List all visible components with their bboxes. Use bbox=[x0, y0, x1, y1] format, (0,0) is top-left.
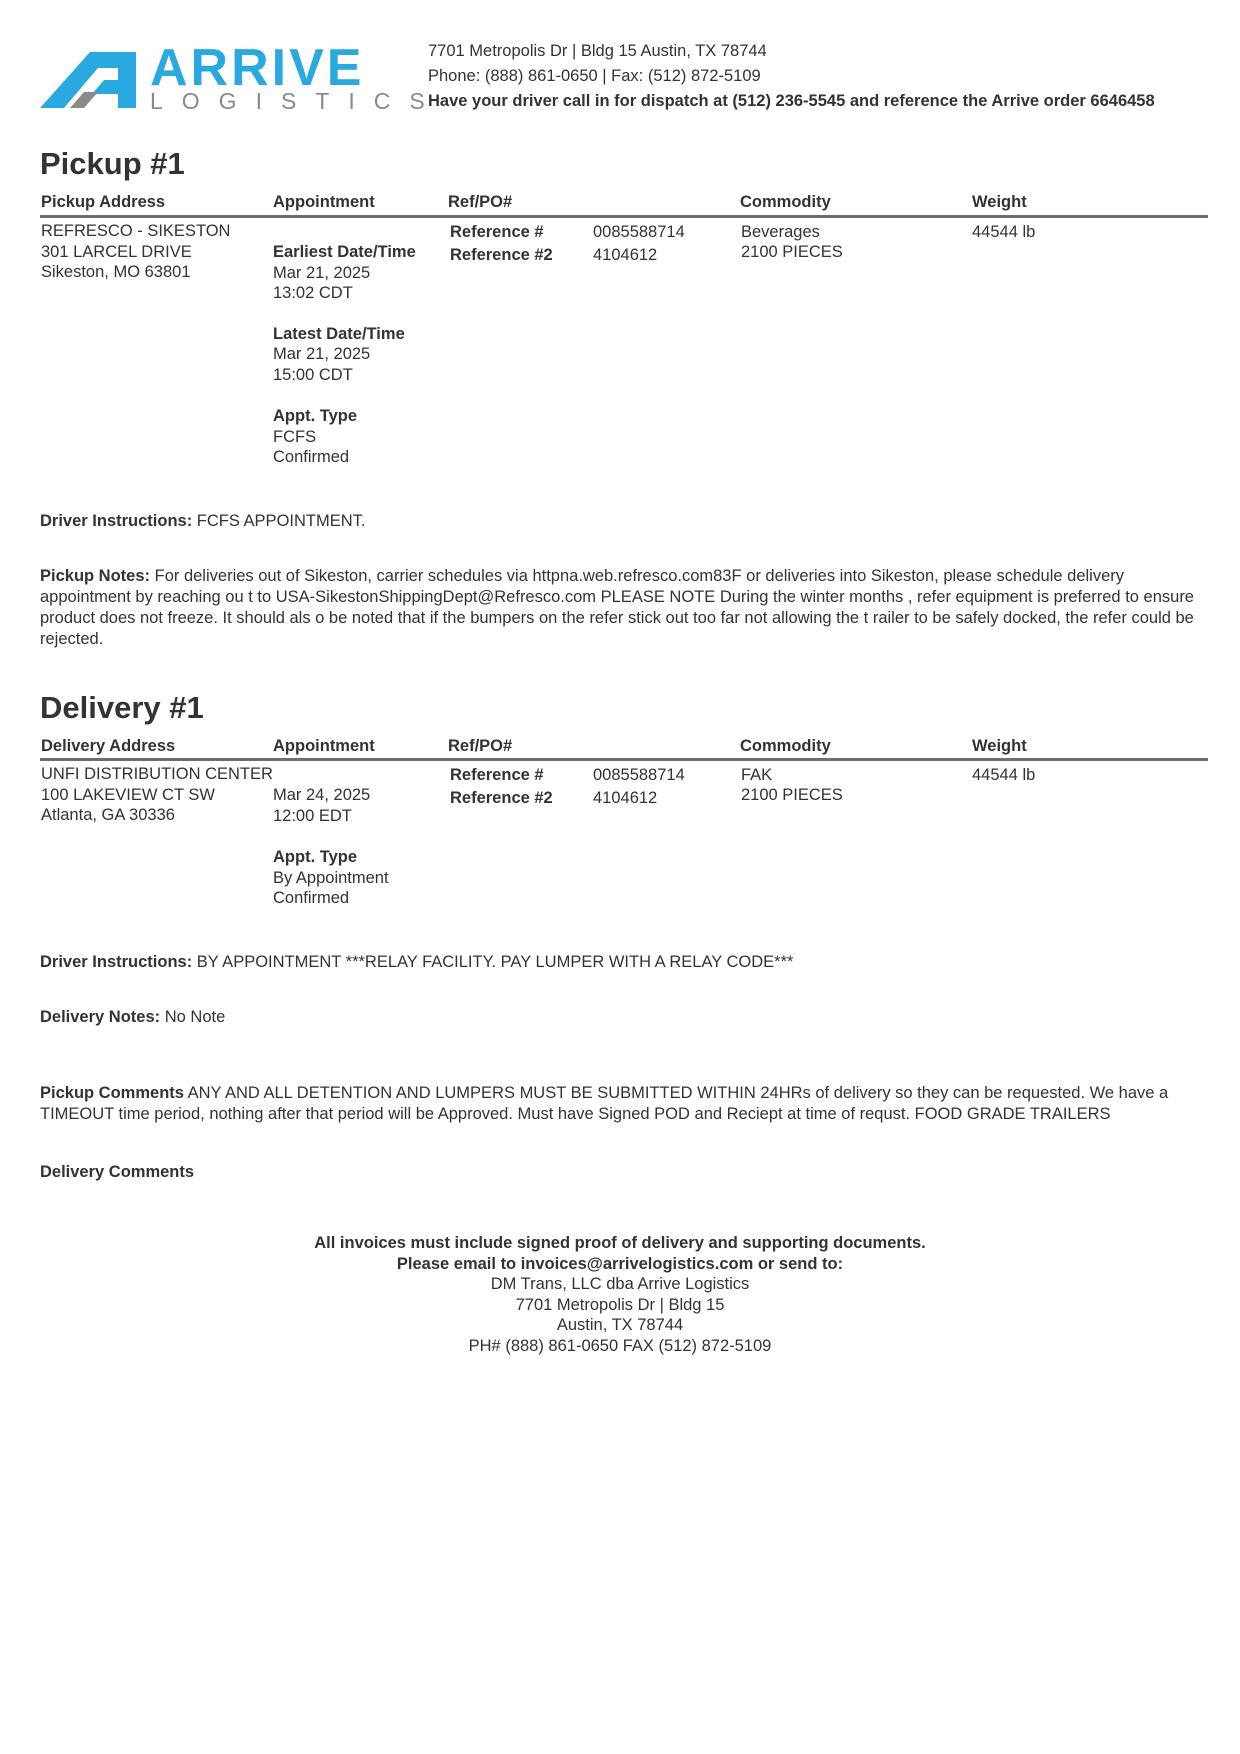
earliest-label: Earliest Date/Time bbox=[273, 243, 416, 261]
delivery-col-commodity: Commodity bbox=[740, 737, 831, 755]
driver-instructions-label: Driver Instructions: bbox=[40, 512, 193, 530]
latest-time: 15:00 CDT bbox=[273, 365, 353, 384]
footer-line: Please email to invoices@arrivelogistics.com or send to: bbox=[396, 1254, 844, 1273]
delivery-ref-label: Reference # bbox=[450, 766, 544, 784]
company-logo bbox=[40, 39, 444, 114]
driver-instructions-label: Driver Instructions: bbox=[40, 953, 193, 971]
footer-line: PH# (888) 861-0650 FAX (512) 872-5109 bbox=[468, 1336, 772, 1355]
delivery-col-appointment: Appointment bbox=[273, 737, 375, 755]
logo-word: ARRIVE bbox=[150, 39, 365, 97]
delivery-ref-label: Reference #2 bbox=[450, 789, 553, 807]
footer-line: 7701 Metropolis Dr | Bldg 15 bbox=[515, 1295, 725, 1314]
logo-subword: LOGISTICS bbox=[150, 88, 444, 114]
pickup-ref-label: Reference #2 bbox=[450, 246, 553, 264]
pickup-weight: 44544 lb bbox=[972, 223, 1036, 241]
pickup-ref-value: 4104612 bbox=[593, 246, 658, 264]
pickup-address-line: REFRESCO - SIKESTON bbox=[41, 222, 231, 240]
delivery-pieces: 2100 PIECES bbox=[741, 786, 843, 804]
delivery-weight: 44544 lb bbox=[972, 766, 1036, 784]
delivery-col-ref: Ref/PO# bbox=[448, 737, 513, 755]
latest-label: Latest Date/Time bbox=[273, 324, 405, 343]
pickup-address-line: Sikeston, MO 63801 bbox=[41, 263, 191, 281]
logo-mark-icon bbox=[40, 46, 140, 110]
delivery-col-weight: Weight bbox=[972, 737, 1027, 755]
delivery-driver-instructions bbox=[40, 952, 1210, 973]
appt-type: By Appointment bbox=[273, 868, 389, 887]
delivery-commodity: FAK bbox=[741, 766, 773, 784]
header-address: 7701 Metropolis Dr | Bldg 15 Austin, TX 78744 bbox=[428, 42, 767, 60]
delivery-col-address: Delivery Address bbox=[41, 737, 176, 755]
pickup-col-appointment: Appointment bbox=[273, 193, 375, 211]
delivery-address-line: 100 LAKEVIEW CT SW bbox=[41, 785, 215, 804]
appt-type: FCFS bbox=[273, 427, 317, 446]
pickup-notes-label: Pickup Notes: bbox=[40, 567, 151, 585]
delivery-address bbox=[41, 764, 273, 826]
delivery-notes-label: Delivery Notes: bbox=[40, 1008, 161, 1026]
appt-status: Confirmed bbox=[273, 448, 350, 466]
pickup-notes-text: For deliveries out of Sikeston, carrier schedules via httpna.web.refresco.com83F or deliveries into Sikeston, please schedule delivery appointment by reaching ou t to USA-SikestonShippingDept@Refresco.com PLEASE NOTE During the winter months , refer equipment is preferred to ensure product does not freeze. It should als o be noted that if the bumpers on the refer stick out too far not allowing the t railer to be safely docked, the refer could be rejected. bbox=[40, 567, 1194, 648]
delivery-header-rule bbox=[40, 758, 1208, 761]
footer-line: DM Trans, LLC dba Arrive Logistics bbox=[490, 1275, 750, 1293]
appt-status: Confirmed bbox=[273, 889, 350, 907]
pickup-col-weight: Weight bbox=[972, 193, 1027, 211]
pickup-notes bbox=[40, 566, 1210, 650]
pickup-driver-instructions bbox=[40, 511, 1210, 532]
delivery-address-line: UNFI DISTRIBUTION CENTER bbox=[41, 765, 273, 783]
footer-line: All invoices must include signed proof of delivery and supporting documents. bbox=[314, 1234, 926, 1252]
appt-type-label: Appt. Type bbox=[273, 848, 358, 866]
delivery-ref-value: 4104612 bbox=[593, 789, 658, 807]
pickup-title: Pickup #1 bbox=[40, 146, 185, 181]
pickup-ref-label: Reference # bbox=[450, 223, 544, 241]
pickup-comments-text: ANY AND ALL DETENTION AND LUMPERS MUST BE SUBMITTED WITHIN 24HRs of delivery so they can be requested. We have a TIMEOUT time period, nothing after that period will be Approved. Must have Signed POD and Reciept at time of requst. FOOD GRADE TRAILERS bbox=[40, 1084, 1169, 1123]
delivery-time: 12:00 EDT bbox=[273, 806, 352, 825]
pickup-comments bbox=[40, 1083, 1210, 1125]
delivery-address-line: Atlanta, GA 30336 bbox=[41, 806, 175, 824]
header-dispatch: Have your driver call in for dispatch at (512) 236-5545 and reference the Arrive order 6646458 bbox=[428, 92, 1155, 110]
earliest-date: Mar 21, 2025 bbox=[273, 263, 371, 282]
delivery-notes bbox=[40, 1007, 1210, 1028]
pickup-pieces: 2100 PIECES bbox=[741, 243, 843, 261]
pickup-col-commodity: Commodity bbox=[740, 193, 831, 211]
delivery-date: Mar 24, 2025 bbox=[273, 786, 371, 804]
latest-date: Mar 21, 2025 bbox=[273, 345, 371, 363]
pickup-appointment bbox=[273, 242, 416, 468]
pickup-address bbox=[41, 221, 230, 283]
delivery-comments-label: Delivery Comments bbox=[40, 1163, 195, 1181]
header-phone: Phone: (888) 861-0650 | Fax: (512) 872-5109 bbox=[428, 67, 761, 85]
driver-instructions-text: BY APPOINTMENT ***RELAY FACILITY. PAY LUMPER WITH A RELAY CODE*** bbox=[196, 953, 794, 971]
delivery-notes-text: No Note bbox=[164, 1008, 226, 1026]
pickup-commodity: Beverages bbox=[741, 223, 820, 241]
delivery-title: Delivery #1 bbox=[40, 690, 204, 725]
pickup-comments-label: Pickup Comments bbox=[40, 1084, 184, 1102]
earliest-time: 13:02 CDT bbox=[273, 284, 353, 302]
pickup-ref-value: 0085588714 bbox=[593, 223, 685, 241]
pickup-header-rule bbox=[40, 215, 1208, 218]
footer-line: Austin, TX 78744 bbox=[556, 1316, 684, 1334]
invoice-footer bbox=[0, 1233, 1240, 1356]
pickup-col-ref: Ref/PO# bbox=[448, 193, 513, 211]
delivery-ref-value: 0085588714 bbox=[593, 766, 685, 784]
appt-type-label: Appt. Type bbox=[273, 407, 358, 425]
pickup-address-line: 301 LARCEL DRIVE bbox=[41, 242, 192, 261]
driver-instructions-text: FCFS APPOINTMENT. bbox=[196, 512, 366, 530]
delivery-appointment bbox=[273, 785, 389, 909]
pickup-col-address: Pickup Address bbox=[41, 193, 166, 211]
